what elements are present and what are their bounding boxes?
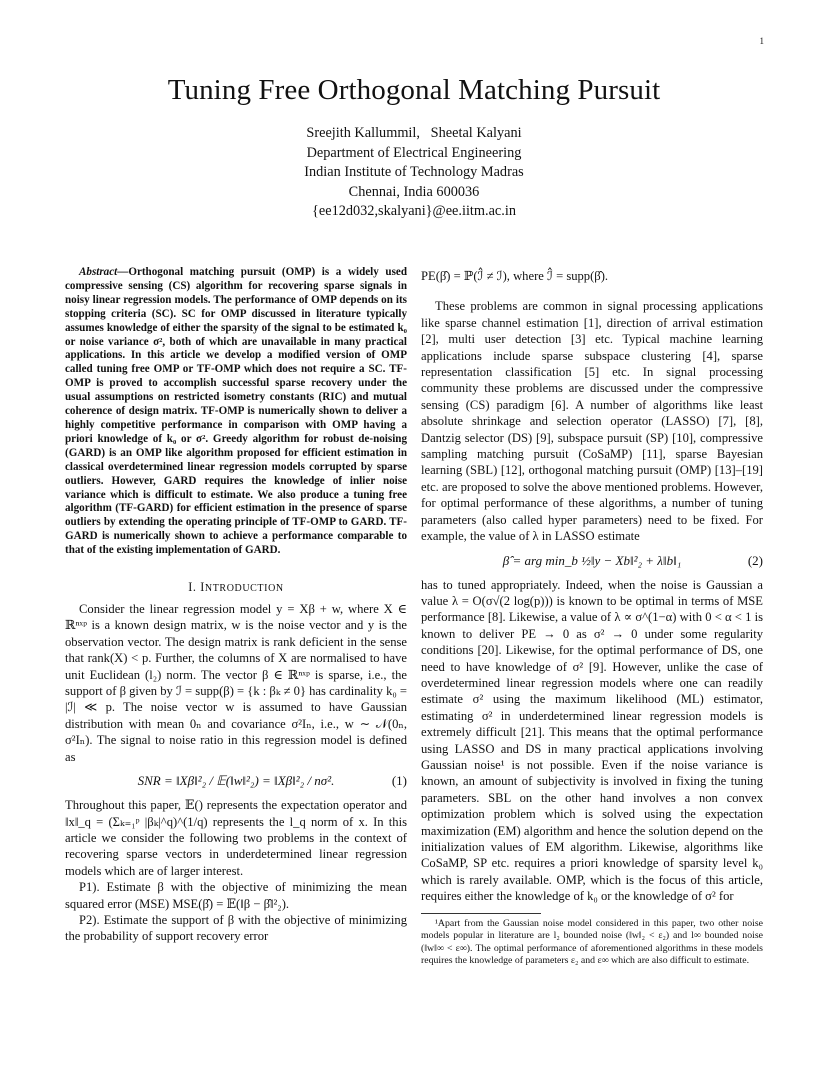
intro-paragraph-4: has to tuned appropriately. Indeed, when the noise is Gaussian a value λ = O(σ√(2 log(p))) is known to be optimal in terms of MSE performance [8]. Likewise, a value of λ ∝ σ^(1−α) with 0 < α < 1 is known to deliver PE → 0 as σ² → 0 under some regularity conditions [20]. Likewise, for the optimal performance of DS, one need to have knowledge of σ² [9]. However, unlike the case of overdetermined linear regression models where one can readily estimate σ² using the maximum likelihood (ML) estimator, estimating σ² in underdetermined linear regression models is extremely difficult [21]. This means that the optimal performance using LASSO and DS in many practical applications involving Gaussian noise¹ is not possible. Even if the noise variance is known, an amount of subjectivity is involved in fixing the tuning parameters. SBL on the other hand involves a non convex optimization problem which is solved using the expectation maximization (EM) algorithm and hence the solution depend on the initialization values of EM algorithm. Likewise, algorithms like CoSaMP, SP etc. requires a priori knowledge of sparsity level k₀ which is rarely available. OMP, which is the focus of this article, requires either the knowledge of k₀ or the knowledge of σ² for — [421, 577, 763, 904]
equation-2-body: β̂ = arg min_b ½‖y − Xb‖²₂ + λ‖b‖₁ — [502, 552, 682, 568]
intro-paragraph-1 — [65, 601, 407, 765]
arxiv-stamp — [0, 246, 40, 686]
problem-1-text: P1). Estimate β with the objective of minimizing the mean squared error (MSE) MSE(β̂) = 𝔼(‖β − β̂‖²₂). — [65, 880, 407, 911]
author-city: Chennai, India 600036 — [348, 183, 480, 200]
section-numeral: I. — [188, 580, 201, 595]
author-institute: Indian Institute of Technology Madras — [304, 164, 524, 181]
abstract-text: —Orthogonal matching pursuit (OMP) is a widely used compressive sensing (CS) algorithm for recovering sparse signals in noisy linear regression models. The performance of OMP depends on its stopping criteria (SC). SC for OMP discussed in literature typically assumes knowledge of either the sparsity of the signal to be estimated k₀ or noise variance σ², both of which are unavailable in many practical applications. In this article we develop a modified version of OMP called tuning free OMP or TF-OMP which does not require a SC. TF-OMP is proved to accomplish successful sparse recovery under the usual assumptions on restricted isometry constants (RIC) and mutual coherence of design matrix. TF-OMP is numerically shown to deliver a highly competitive performance in comparison with OMP having a priori knowledge of k₀ or σ². Greedy algorithm for robust de-noising (GARD) is an OMP like algorithm proposed for efficient estimation in classical overdetermined linear regression models corrupted by sparse outliers. However, GARD requires the knowledge of inlier noise variance which is difficult to estimate. We also produce a tuning free algorithm (TF-GARD) for efficient estimation in the presence of sparse outliers by extending the operating principle of TF-OMP to GARD. TF-GARD is numerically shown to achieve a performance comparable to that of the existing implementation of GARD. — [65, 266, 407, 557]
intro-paragraph-1-text: Consider the linear regression model y = Xβ + w, where X ∈ ℝⁿˣᵖ is a known design matrix, w is the noise vector and y is the observation vector. The design matrix is rank deficient in the sense that rank(X) < p. Further, the columns of X are normalised to have unit Euclidean (l₂) norm. The vector β ∈ ℝⁿˣᵖ is sparse, i.e., the support of β given by ℐ = supp(β) = {k : βₖ ≠ 0} has cardinality k₀ = |ℐ| ≪ p. The noise vector w is assumed to have Gaussian distribution with mean 0ₙ and covariance σ²Iₙ, i.e., w ∼ 𝒩(0ₙ, σ²Iₙ). The signal to noise ratio in this regression model is defined as — [65, 602, 408, 764]
problem-1 — [65, 879, 407, 912]
right-column — [421, 268, 763, 968]
author-names: Sreejith Kallummil, Sheetal Kalyani — [306, 125, 522, 141]
equation-1-number: (1) — [391, 773, 407, 789]
intro-paragraph-2: Throughout this paper, 𝔼() represents the expectation operator and ‖x‖_q = (Σₖ₌₁ᵖ |βₖ|^q)^(1/q) represents the l_q norm of x. In this article we consider the following two problems in the context of recovering sparse vectors in underdetermined linear regression models which are of larger interest. — [65, 798, 407, 878]
footnote-1-text: ¹Apart from the Gaussian noise model considered in this paper, two other noise models popular in literature are l₂ bounded noise (‖w‖₂ < ε₂) and l∞ bounded noise (‖w‖∞ < ε∞). The optimal performance of aforementioned algorithms in these models requires the knowledge of parameters ε₂ and ε∞ which are also difficult to estimate. — [421, 917, 763, 967]
problem-2-text: P2). Estimate the support of β with the objective of minimizing the probability of support recovery error — [65, 912, 407, 944]
problem-2 — [65, 912, 407, 945]
equation-2 — [421, 553, 763, 569]
intro-paragraph-3 — [421, 298, 763, 544]
page-number: 1 — [759, 36, 764, 46]
section-title-cap: I — [200, 580, 205, 595]
intro-paragraph-3-text: These problems are common in signal processing applications like sparse channel estimation [1], direction of arrival estimation [2], multi user detection [3] etc. Typical machine learning applications include sparse subspace clustering [4], sparse representation classification [5] etc. In signal processing community these problems are discussed under the compressive sensing (CS) paradigm [6]. A number of algorithms like least absolute shrinkage and selection operator (LASSO) [7], [8], Dantzig selector (DS) [9], subspace pursuit (SP) [10], compressive sampling matching pursuit (CoSaMP) [11], sparse Bayesian learning (SBL) [12], orthogonal matching pursuit (OMP) [13]–[19] etc. are proposed to solve the above mentioned problems. However, for optimal performance of these algorithms, a number of tuning parameters (also called hyper parameters) need to be fixed. For example, the value of λ in LASSO estimate — [421, 299, 763, 544]
footnote-1 — [421, 918, 763, 968]
abstract-label: Abstract — [79, 266, 118, 278]
left-column — [65, 266, 407, 945]
section-title-rest: NTRODUCTION — [204, 583, 284, 595]
section-heading — [65, 580, 407, 595]
author-department: Department of Electrical Engineering — [306, 144, 522, 161]
abstract — [65, 266, 407, 558]
equation-1 — [65, 773, 407, 789]
equation-1-body: SNR = ‖Xβ‖²₂ / 𝔼(‖w‖²₂) = ‖Xβ‖²₂ / nσ². — [137, 773, 335, 789]
pe-definition: PE(β̂) = ℙ(ℐ̂ ≠ ℐ), where ℐ̂ = supp(β̂). — [421, 269, 609, 283]
equation-2-number: (2) — [747, 552, 763, 568]
author-emails: {ee12d032,skalyani}@ee.iitm.ac.in — [312, 203, 516, 220]
paper-title: Tuning Free Orthogonal Matching Pursuit — [167, 74, 661, 106]
author-block — [0, 124, 828, 222]
